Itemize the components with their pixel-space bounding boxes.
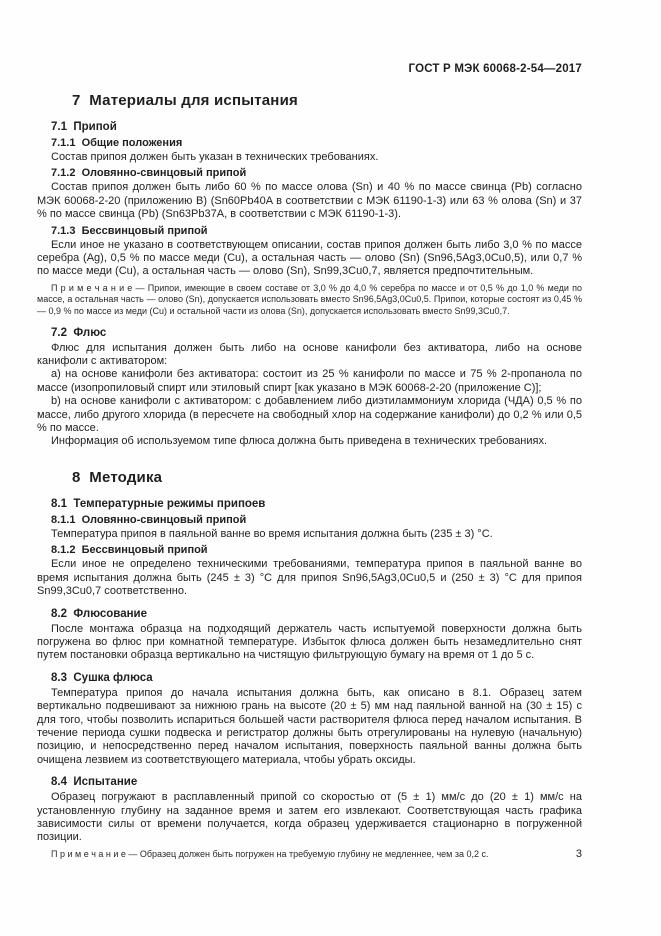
paragraph-7-1-2: Состав припоя должен быть либо 60 % по массе олова (Sn) и 40 % по массе свинца (Pb) согласно МЭК 60068-2-20 (приложению B) (Sn60Pb40A в соответствии с МЭК 61190-1-3) или 63 % олова (Sn) и 37 % по массе свинца (Pb) (Sn63Pb37A, в соответствии с МЭК 61190-1-3).	[37, 181, 582, 221]
paragraph-7-2-closing: Информация об используемом типе флюса должна быть приведена в технических требованиях.	[51, 435, 548, 448]
paragraph-7-1-3: Если иное не указано в соответствующем описании, состав припоя должен быть либо 3,0 % по массе серебра (Ag), 0,5 % по массе меди (Cu), а остальная часть — олово (Sn) (Sn96,5Ag3,0Cu0,5), или 0,7 % по массе меди (Cu), а остальная часть — олово (Sn), Sn99,3Cu0,7, является предпочтительным.	[37, 238, 582, 278]
paragraph-8-1-1: Температура припоя в паяльной ванне во время испытания должна быть (235 ± 3) °C.	[51, 527, 493, 540]
section-8-4-heading: 8.4 Испытание	[51, 776, 138, 789]
list-item-b: b) на основе канифоли с активатором: с добавлением либо диэтиламмониум хлорида (ЧДА) 0,5 % по массе, либо другого хлорида (в пересчете на свободный хлор на содержание канифоли) до 0,2 % или 0,5 % по массе.	[37, 395, 582, 435]
document-code-header: ГОСТ Р МЭК 60068-2-54—2017	[408, 63, 582, 75]
section-7-heading: 7 Материалы для испытания	[72, 92, 298, 109]
section-7-2-heading: 7.2 Флюс	[51, 326, 107, 339]
section-8-1-2-heading: 8.1.2 Бессвинцовый припой	[51, 544, 208, 557]
paragraph-8-2: После монтажа образца на подходящий держатель часть испытуемой поверхности должна быть погружена во флюс при комнатной температуре. Избыток флюса должен быть незамедлительно снят путем постановки образца вертикально на чистящую фильтрующую бумагу на время от 1 до 5 с.	[37, 622, 582, 662]
section-7-1-1-heading: 7.1.1 Общие положения	[51, 137, 183, 149]
list-item-a: a) на основе канифоли без активатора: состоит из 25 % канифоли по массе и 75 % 2-пропанола по массе (изопропиловый спирт или этиловый спирт [как указано в МЭК 60068-2-20 (приложение C)];	[37, 368, 582, 394]
note-7-1-3: П р и м е ч а н и е — Припои, имеющие в своем составе от 3,0 % до 4,0 % серебра по массе и от 0,5 % до 1,0 % меди по массе, а остальная часть — олово (Sn), допускается использовать вместо Sn96,5Ag3,0Cu0,5. Припои, которые состоят из 0,45 % — 0,9 % по массе из меди (Cu) и остальной части из олова (Sn), допускается использовать вместо Sn99,3Cu0,7.	[37, 282, 582, 317]
section-7-1-heading: 7.1 Припой	[51, 121, 117, 133]
section-8-3-heading: 8.3 Сушка флюса	[51, 671, 153, 684]
section-8-2-heading: 8.2 Флюсование	[51, 607, 148, 620]
note-8-4: П р и м е ч а н и е — Образец должен быть погружен на требуемую глубину не медленнее, чем за 0,2 с.	[51, 848, 489, 859]
section-8-1-heading: 8.1 Температурные режимы припоев	[51, 497, 266, 510]
section-7-1-2-heading: 7.1.2 Оловянно-свинцовый припой	[51, 167, 247, 180]
paragraph-8-3: Температура припоя до начала испытания должна быть, как описано в 8.1. Образец затем вертикально подвешивают за нижнюю грань на высоте (20 ± 5) мм над паяльной ванной на (30 ± 15) с для того, чтобы позволить испариться большей части растворителя флюса перед началом испытания. В течение периода сушки подвеска и регистратор должны быть отрегулированы на нулевую (начальную) позицию, и непосредственно перед началом испытания, поверхность паяльной ванны должна быть очищена лезвием из соответствующего материала, чтобы убрать оксиды.	[37, 686, 582, 766]
section-8-1-1-heading: 8.1.1 Оловянно-свинцовый припой	[51, 513, 247, 526]
paragraph-7-1-1: Состав припоя должен быть указан в технических требованиях.	[51, 151, 379, 163]
paragraph-7-2-intro: Флюс для испытания должен быть либо на основе канифоли без активатора, либо на основе канифоли с активатором:	[37, 341, 582, 368]
section-8-heading: 8 Методика	[72, 468, 163, 486]
page-number: 3	[575, 848, 582, 860]
paragraph-8-1-2: Если иное не определено техническими требованиями, температура припоя в паяльной ванне во время испытания должна быть (245 ± 3) °C для припоя Sn96,5Ag3,0Cu0,5 и (250 ± 3) °C для припоя Sn99,3Cu0,7 соответственно.	[37, 558, 582, 598]
section-7-1-3-heading: 7.1.3 Бессвинцовый припой	[51, 224, 208, 237]
paragraph-8-4: Образец погружают в расплавленный припой со скоростью от (5 ± 1) мм/с до (20 ± 1) мм/с на установленную глубину на заданное время и затем его извлекают. Соответствующая часть графика зависимости силы от времени получается, когда образец удерживается стационарно в погруженной позиции.	[37, 791, 582, 844]
